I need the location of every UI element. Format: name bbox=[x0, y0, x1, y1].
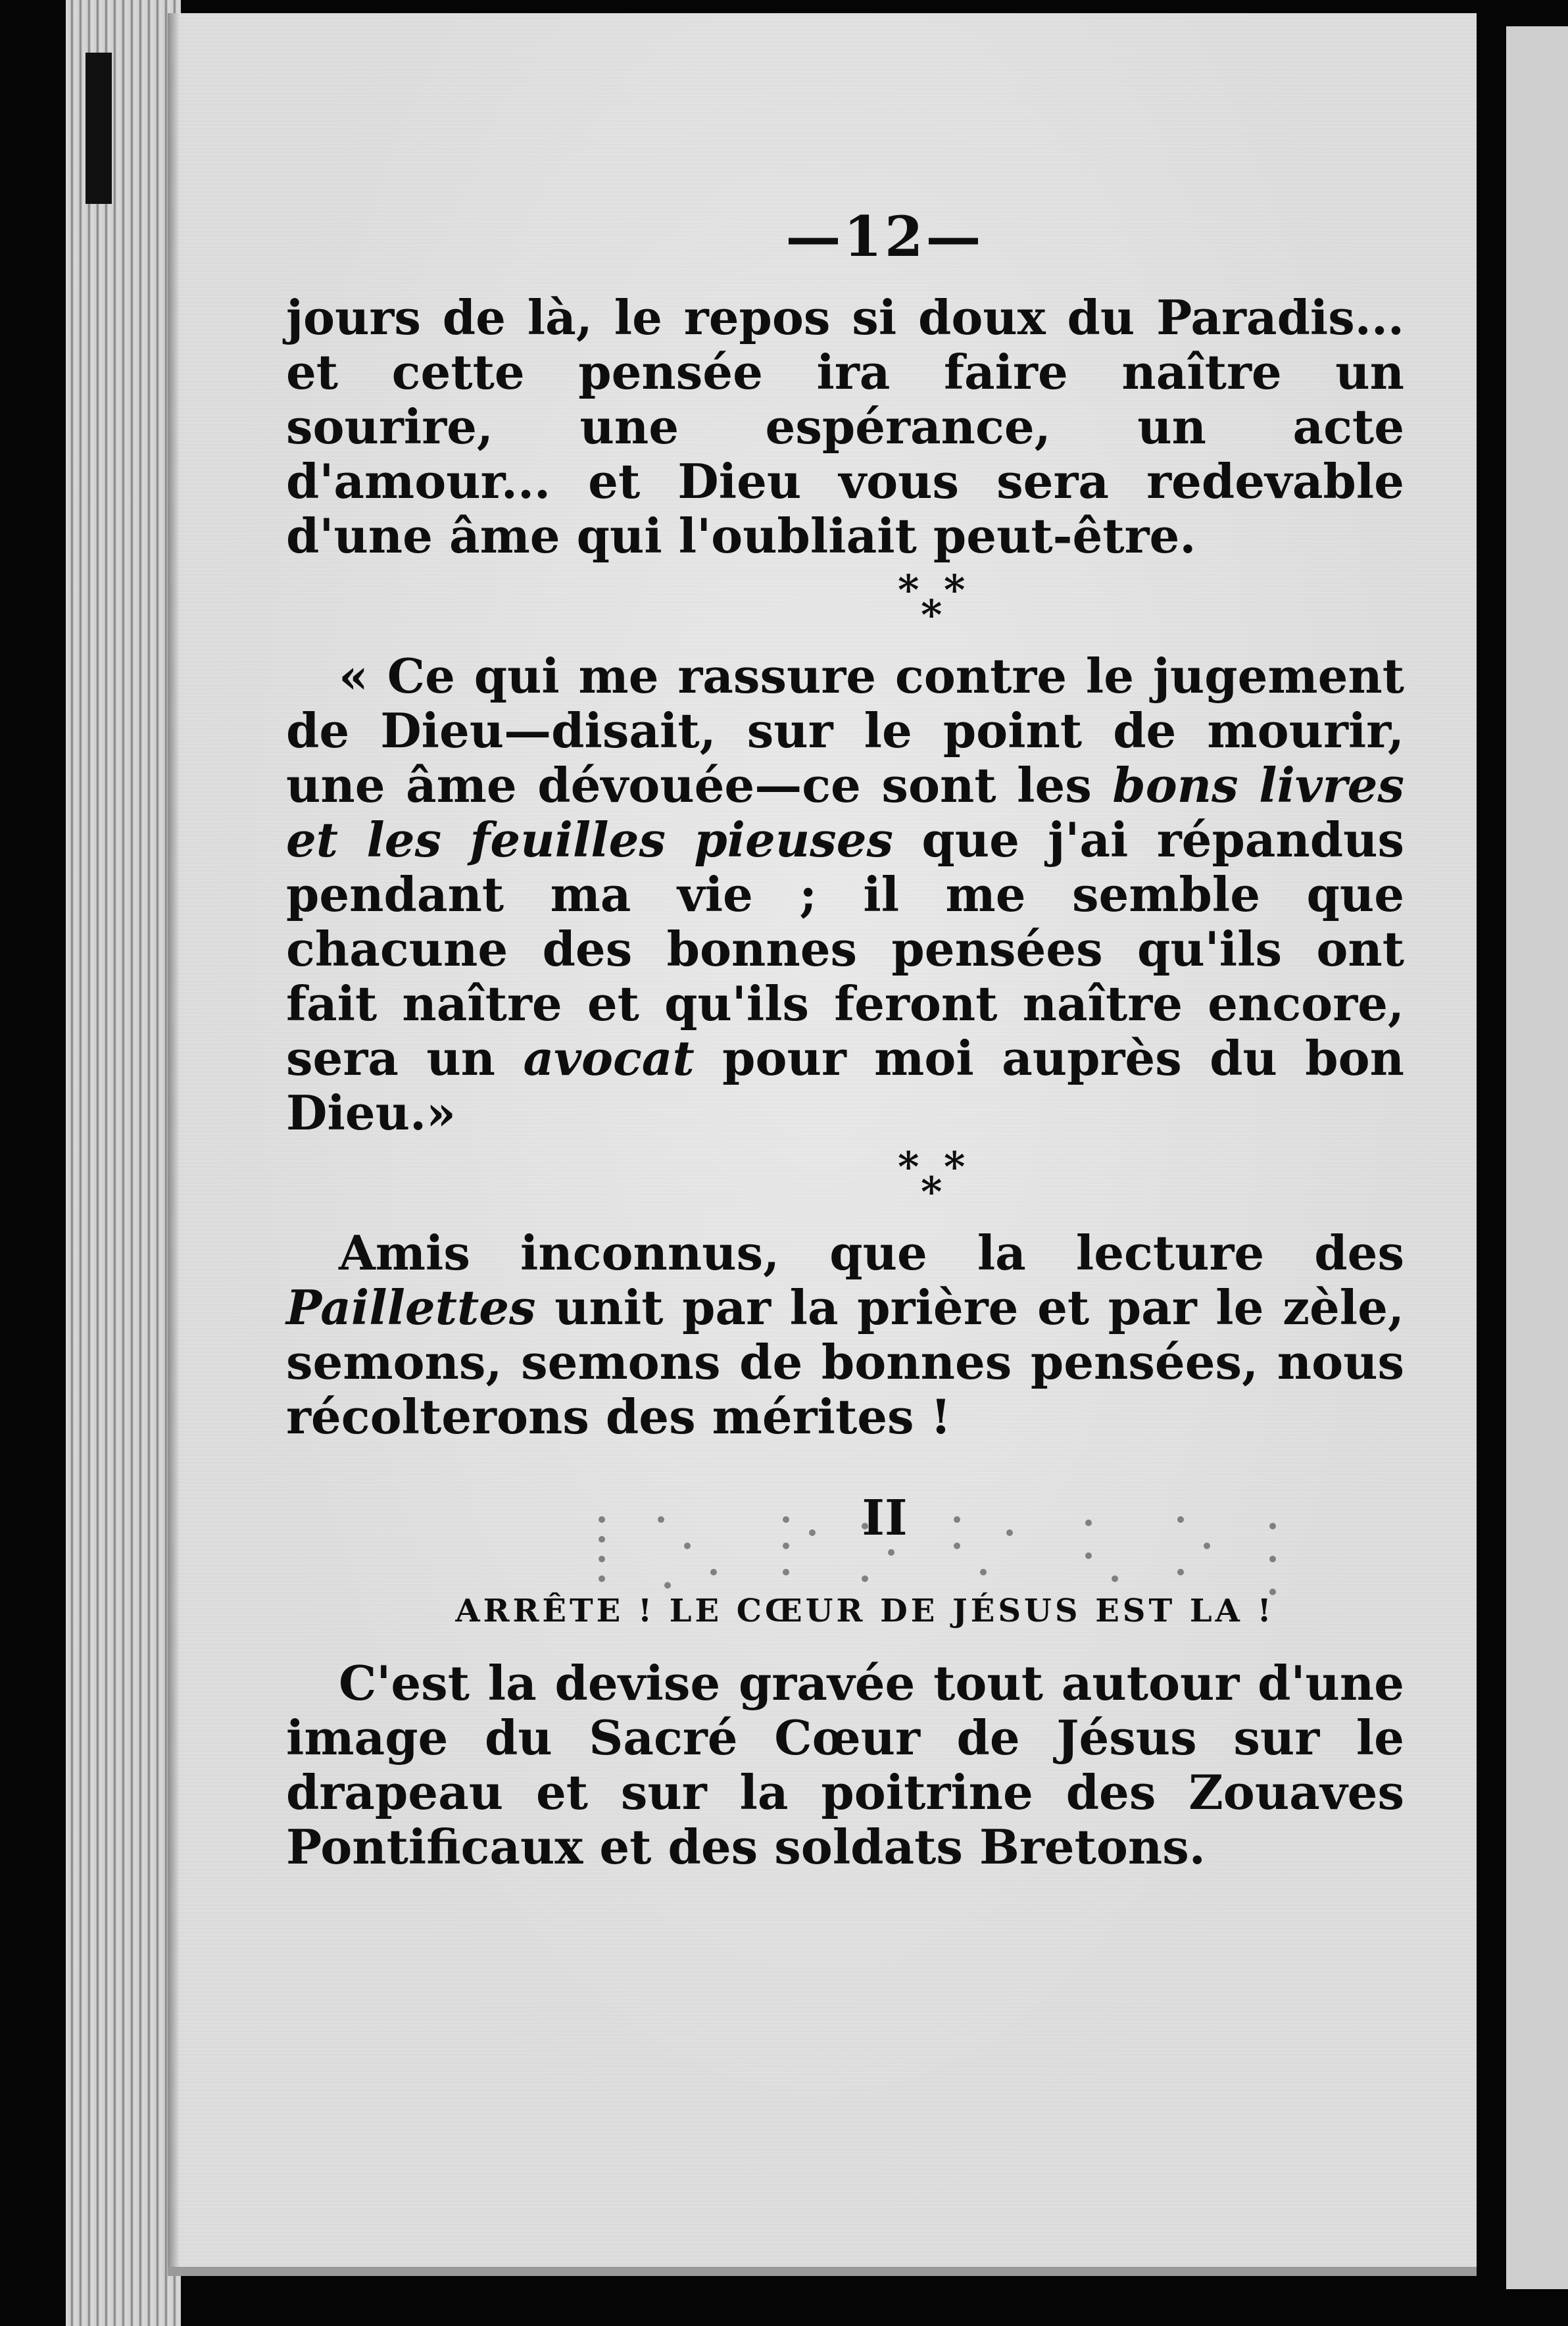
paragraph-1: jours de là, le repos si doux du Paradis... et cette pensée ira faire naître un sourire, une espérance, un acte d'amour... et Dieu vous sera redevable d'une âme qui l'oubliait peut-être. bbox=[286, 289, 1404, 564]
asterisk: * bbox=[944, 1143, 966, 1191]
page-bottom-edge bbox=[168, 2267, 1477, 2276]
chapter-number: II bbox=[862, 1490, 908, 1547]
paragraph-2-text: que j'ai répandus pendant ma vie ; il me semble que chacune des bonnes pensées qu'ils ont fait naître et qu'ils feront naître encore, sera un bbox=[286, 812, 1405, 1086]
asterisk: * bbox=[898, 566, 919, 614]
next-page-edge bbox=[1506, 26, 1568, 2289]
asterism-separator bbox=[365, 1140, 1404, 1225]
page-text bbox=[286, 204, 1404, 1874]
paragraph-2-italic-2: avocat bbox=[523, 1030, 695, 1086]
page-edges bbox=[66, 0, 181, 2326]
binding-shadow bbox=[86, 53, 112, 204]
paragraph-3-text: unit par la prière et par le zèle, semons, semons de bonnes pensées, nous récolterons des mérites ! bbox=[286, 1279, 1404, 1445]
paragraph-2-italic-1: bons livres et les feuilles pieuses bbox=[286, 757, 1404, 868]
asterism-separator bbox=[365, 563, 1404, 649]
book-page bbox=[168, 13, 1477, 2276]
chapter-paragraph bbox=[286, 1656, 1404, 1874]
paragraph-3-italic: Paillettes bbox=[286, 1279, 536, 1335]
paragraph-2 bbox=[286, 649, 1404, 1140]
chapter-heading: ARRÊTE ! LE CŒUR DE JÉSUS EST LA ! bbox=[455, 1593, 1275, 1629]
asterisk: * bbox=[921, 1168, 943, 1216]
paragraph-3-text: Amis inconnus, que la lecture des bbox=[339, 1225, 1404, 1281]
paragraph-2-text: « Ce qui me rassure contre le jugement de Dieu—disait, sur le point de mourir, une âme dévouée—ce sont les bbox=[286, 648, 1404, 813]
chapter-paragraph-text: C'est la devise gravée tout autour d'une image du Sacré Cœur de Jésus sur le drapeau et sur la poitrine des Zouaves Pontificaux et des soldats Bretons. bbox=[286, 1655, 1404, 1875]
asterisk: * bbox=[898, 1143, 919, 1191]
page-number: —12— bbox=[785, 204, 984, 269]
asterisk: * bbox=[921, 591, 943, 639]
paragraph-2-text: pour moi auprès du bon Dieu.» bbox=[286, 1030, 1404, 1141]
asterisk: * bbox=[944, 566, 966, 614]
page-gutter-shadow bbox=[168, 13, 180, 2276]
paragraph-3 bbox=[286, 1225, 1404, 1444]
